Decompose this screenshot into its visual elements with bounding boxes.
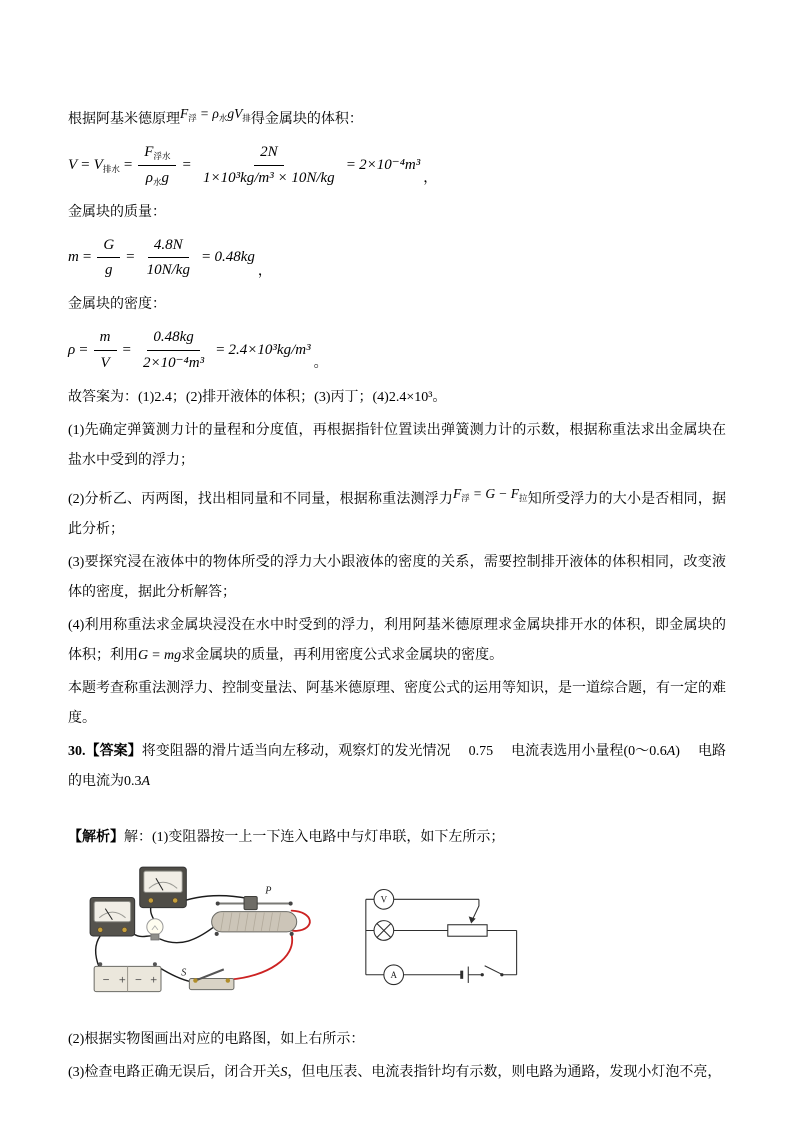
rheostat-photo <box>212 885 297 936</box>
equals: = <box>200 106 209 121</box>
unit-ampere: A <box>141 773 151 789</box>
text-segment: 得金属块的体积： <box>250 112 363 127</box>
answer-tag: 【答案】 <box>85 743 142 759</box>
switch-label: S <box>181 966 187 978</box>
fraction-symbolic: $\frac{F_{浮水}}{\rho_水g}$ <box>138 143 176 188</box>
answer-value-2: 2.4×10³ <box>388 389 433 405</box>
ammeter-letter: A <box>390 970 397 981</box>
text-segment: 根据阿基米德原理 <box>68 112 180 127</box>
result-value: 2×10⁻⁴m³ <box>359 156 421 173</box>
voltmeter-photo <box>140 867 187 908</box>
archimedes-formula-inline <box>180 99 251 133</box>
equals: = <box>81 156 90 173</box>
rheostat-body <box>212 911 297 931</box>
bulb-base <box>151 933 159 939</box>
sub-pai: 排 <box>242 113 251 123</box>
ammeter-photo <box>90 897 135 935</box>
var-v-paishui: $V_{排水}$ <box>93 156 120 174</box>
explain-point-1: (1)先确定弹簧测力计的量程和分度值，再根据指针位置读出弹簧测力计的示数，根据称重法求出金属块在盐水中受到的浮力； <box>68 422 726 468</box>
battery-minus-mark: − <box>102 975 110 986</box>
fraction-symbolic: $\frac{m}{V}$ <box>94 328 117 373</box>
sub-shui: 水 <box>218 113 228 123</box>
circuit-diagram <box>356 886 524 993</box>
figure-row <box>82 865 726 1015</box>
equals: = <box>201 249 211 266</box>
equals: = <box>123 156 133 173</box>
switch-symbol-lever <box>485 966 501 974</box>
slider-label: P <box>265 884 272 896</box>
explain-point-2: (2)分析乙、丙两图，找出相同量和不同量，根据称重法测浮力$F_浮 = G - F_拉$知所受浮力的大小是否相同，据此分析； <box>68 479 726 545</box>
circuit-wires <box>366 899 517 974</box>
bulb-photo <box>147 918 163 939</box>
var-m: m <box>68 249 79 266</box>
density-label: 金属块的密度： <box>68 297 166 312</box>
fraction-numeric: $\frac{0.48kg}{\text{2×10⁻⁴m³}}$ <box>142 329 205 371</box>
gravity-formula-inline: G = mg <box>138 647 182 663</box>
equals: = <box>126 249 135 266</box>
var-gv: gV <box>227 106 243 121</box>
question-number: 30. <box>68 743 86 759</box>
analysis-tag: 【解析】 <box>68 829 124 845</box>
fraction-numeric: $\frac{2N}{\text{1×10³kg/m³ × 10N/kg}}$ <box>202 144 335 186</box>
sub-fu: 浮 <box>188 113 197 123</box>
intro-line <box>68 99 726 135</box>
punctuation: ， <box>257 263 272 279</box>
var-rho: ρ <box>68 341 76 358</box>
weighing-method-formula-inline: $F_浮 = G - F_拉$ <box>453 485 528 503</box>
battery-plus-mark: + <box>149 975 158 986</box>
equals: = <box>182 156 191 173</box>
lamp-cross <box>377 924 391 938</box>
unit-ampere: A <box>666 743 676 759</box>
var-switch-s: S <box>280 1064 288 1080</box>
punctuation: 。 <box>313 356 328 371</box>
equals: = <box>82 249 92 266</box>
equals: = <box>216 341 225 358</box>
slider-arrowhead <box>469 916 476 923</box>
mass-formula <box>68 236 726 281</box>
fraction-symbolic: $\frac{G}{g}$ <box>97 236 120 281</box>
explain-point-3: (3)要探究浸在液体中的物体所受的浮力大小跟液体的密度的关系，需要控制排开液体的体积相同，改变液体的密度，据此分析解答； <box>68 554 726 600</box>
resistor-symbol <box>448 925 487 936</box>
switch-post <box>481 973 484 976</box>
answer-value-075: 0.75 <box>468 743 494 759</box>
q30-step-3: (3)检查电路正确无误后，闭合开关S，但电压表、电流表指针均有示数，则电路为通路，发现小灯泡不亮， <box>68 1064 722 1080</box>
rheostat-slider <box>244 896 257 909</box>
switch-post <box>500 973 503 976</box>
var-v: V <box>68 156 78 173</box>
battery-minus-mark: − <box>134 975 143 986</box>
switch-photo <box>181 967 234 989</box>
var-f: F <box>180 106 189 121</box>
q30-step-2: (2)根据实物图画出对应的电路图，如上右所示： <box>68 1031 365 1047</box>
battery-plus-mark: + <box>118 975 127 986</box>
summary-line: 本题考查称重法测浮力、控制变量法、阿基米德原理、密度公式的运用等知识，是一道综合题，有一定的难度。 <box>68 680 726 726</box>
voltmeter-letter: V <box>380 894 388 905</box>
slider-arrow-line <box>472 899 479 919</box>
apparatus-photo <box>82 865 320 1015</box>
battery-photo <box>94 962 161 991</box>
density-formula <box>68 328 726 373</box>
mass-label: 金属块的质量： <box>68 204 166 220</box>
q30-analysis-line: 【解析】解：(1)变阻器按一上一下连入电路中与灯串联，如下左所示； <box>68 829 505 845</box>
result-value: 2.4×10³kg/m³ <box>228 341 311 358</box>
volume-formula <box>68 143 726 188</box>
q30-answer-line: 30.【答案】将变阻器的滑片适当向左移动，观察灯的发光情况 0.75 电流表选用小量程(0～0.6A) 电路的电流为0.3A <box>68 743 727 789</box>
equals: = <box>122 341 131 358</box>
result-value: 0.48kg <box>214 249 255 266</box>
fraction-numeric: $\frac{4.8N}{10N/kg}$ <box>146 236 190 279</box>
var-rho: ρ <box>212 106 219 121</box>
answers-line: 故答案为：(1)2.4；(2)排开液体的体积；(3)丙丁；(4)2.4×10³。 <box>68 389 447 405</box>
equals: = <box>79 341 88 358</box>
answer-value-1: 2.4 <box>154 389 172 405</box>
explain-point-4: (4)利用称重法求金属块浸没在水中时受到的浮力，利用阿基米德原理求金属块排开水的体积，即金属块的体积；利用G = mg求金属块的质量，再利用密度公式求金属块的密度。 <box>68 617 726 663</box>
equals: = <box>346 156 356 173</box>
punctuation: ， <box>423 171 438 186</box>
